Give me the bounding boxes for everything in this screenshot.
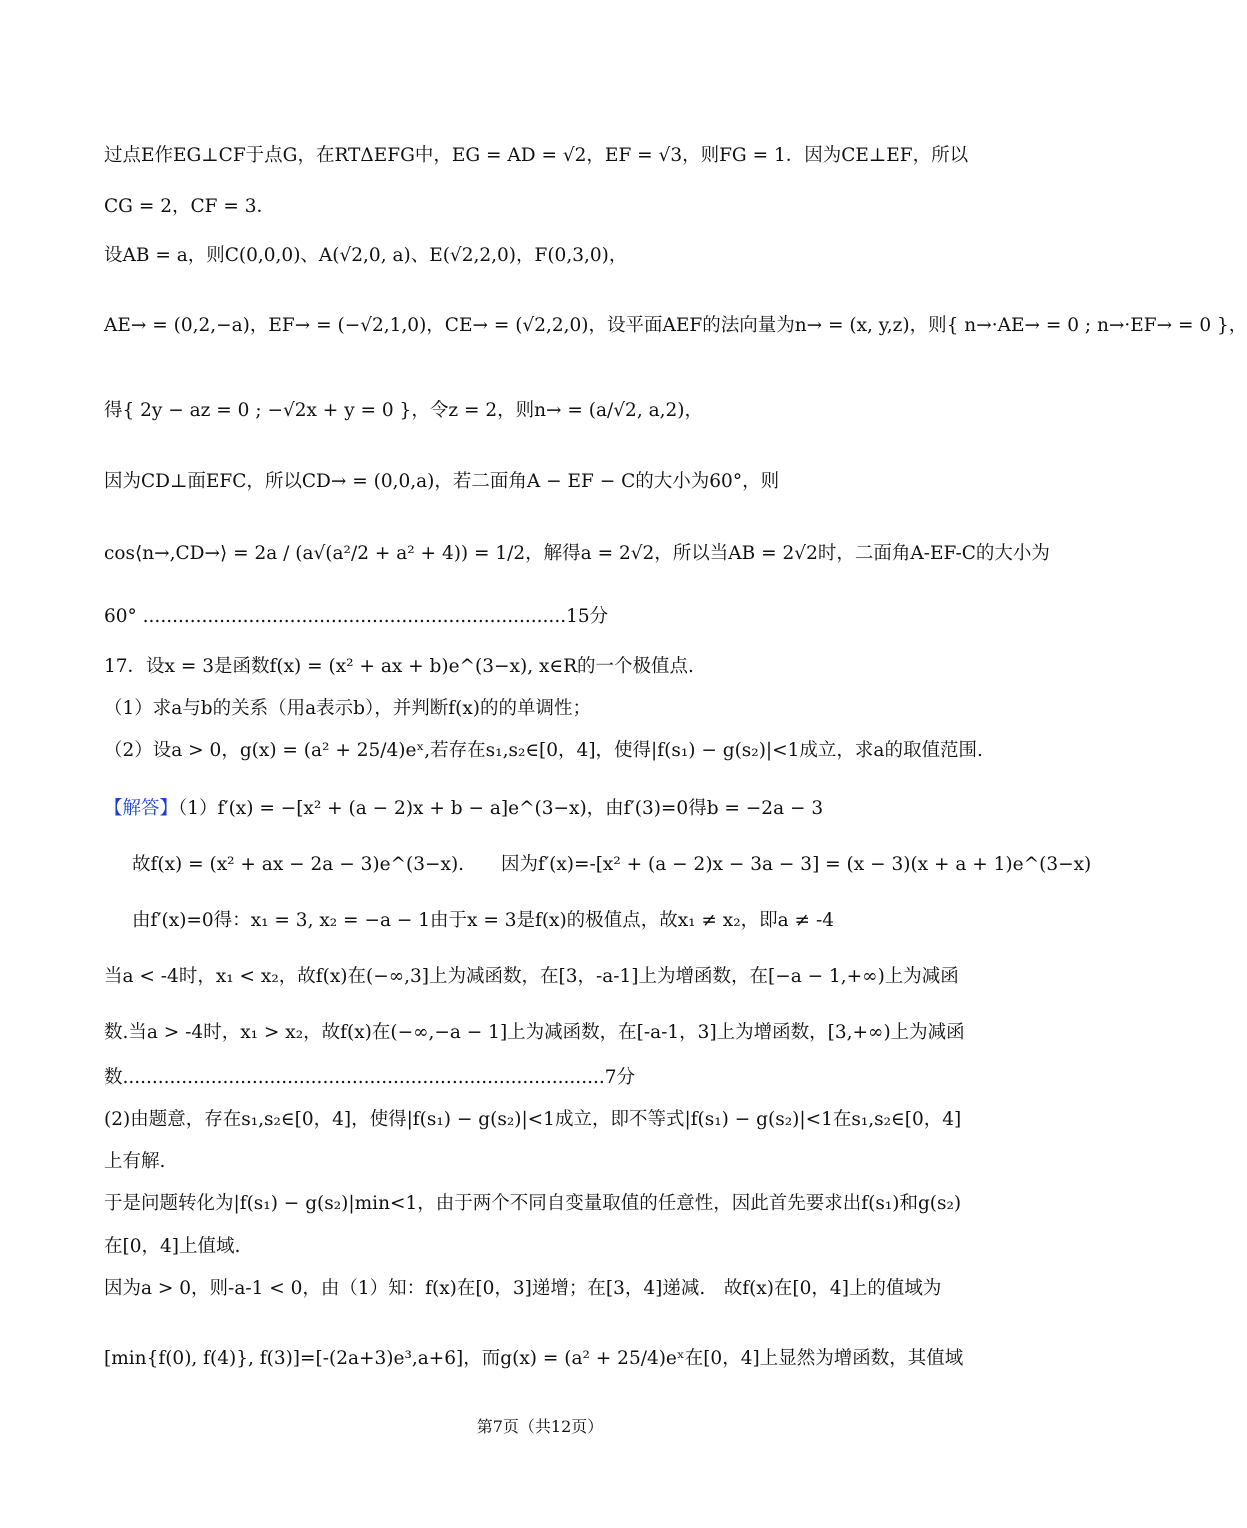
text-line: 在[0，4]上值域. bbox=[104, 1236, 241, 1257]
text-line: 17．设x = 3是函数f(x) = (x² + ax + b)e^(3−x), x∈R的一个极值点. bbox=[104, 656, 694, 677]
text-line: [min{f(0), f(4)}, f(3)]=[-(2a+3)e³,a+6]，而g(x) = (a² + 25/4)eˣ在[0，4]上显然为增函数，其值域 bbox=[104, 1348, 964, 1369]
text-line: 当a < -4时，x₁ < x₂，故f(x)在(−∞,3]上为减函数，在[3，-a-1]上为增函数，在[−a − 1,+∞)上为减函 bbox=[104, 966, 959, 987]
text-line: CG = 2，CF = 3． bbox=[104, 196, 275, 217]
text-line: 故f(x) = (x² + ax − 2a − 3)e^(3−x). 因为f′(x)=-[x² + (a − 2)x − 3a − 3] = (x − 3)(x + a + 1)e^(3−x) bbox=[132, 854, 1092, 875]
answer-tag: 【解答】 bbox=[104, 798, 179, 819]
text-line: （2）设a > 0，g(x) = (a² + 25/4)eˣ,若存在s₁,s₂∈[0，4]，使得|f(s₁) − g(s₂)|<1成立，求a的取值范围. bbox=[104, 740, 983, 761]
page-footer: 第7页（共12页） bbox=[476, 1417, 604, 1436]
text-line: 得{ 2y − az = 0 ; −√2x + y = 0 }，令z = 2，则n→ = (a/√2, a,2)， bbox=[104, 400, 703, 421]
text-line: cos⟨n→,CD→⟩ = 2a / (a√(a²/2 + a² + 4)) = 1/2，解得a = 2√2，所以当AB = 2√2时，二面角A-EF-C的大小为 bbox=[104, 543, 1050, 564]
text-line: 数..................................................................................7分 bbox=[104, 1067, 635, 1088]
text-line: 过点E作EG⊥CF于点G，在RTΔEFG中，EG = AD = √2，EF = √3，则FG = 1．因为CE⊥EF，所以 bbox=[104, 145, 969, 166]
text-line: 因为a > 0，则-a-1 < 0，由（1）知：f(x)在[0，3]递增；在[3，4]递减. 故f(x)在[0，4]上的值域为 bbox=[104, 1278, 942, 1299]
text-line: (2)由题意，存在s₁,s₂∈[0，4]，使得|f(s₁) − g(s₂)|<1成立，即不等式|f(s₁) − g(s₂)|<1在s₁,s₂∈[0，4] bbox=[104, 1109, 962, 1130]
text-line: 由f′(x)=0得：x₁ = 3, x₂ = −a − 1由于x = 3是f(x)的极值点，故x₁ ≠ x₂，即a ≠ -4 bbox=[132, 910, 834, 931]
text-line: 【解答】（1）f′(x) = −[x² + (a − 2)x + b − a]e^(3−x)，由f′(3)=0得b = −2a − 3 bbox=[104, 798, 824, 819]
text-line: 设AB = a，则C(0,0,0)、A(√2,0, a)、E(√2,2,0)，F(0,3,0)， bbox=[104, 245, 628, 266]
text-line: AE→ = (0,2,−a)，EF→ = (−√2,1,0)，CE→ = (√2,2,0)，设平面AEF的法向量为n→ = (x, y,z)，则{ n→·AE→ = 0 ; n→·EF→ = 0 }， bbox=[104, 315, 1247, 336]
text-line: 于是问题转化为|f(s₁) − g(s₂)|min<1，由于两个不同自变量取值的任意性，因此首先要求出f(s₁)和g(s₂) bbox=[104, 1193, 962, 1214]
text-line: 60° ........................................................................15分 bbox=[104, 606, 609, 627]
text-line: 因为CD⊥面EFC，所以CD→ = (0,0,a)，若二面角A − EF − C的大小为60°，则 bbox=[104, 471, 780, 492]
text-line: 数.当a > -4时，x₁ > x₂，故f(x)在(−∞,−a − 1]上为减函数，在[-a-1，3]上为增函数，[3,+∞)上为减函 bbox=[104, 1022, 965, 1043]
text-line: 上有解. bbox=[104, 1151, 166, 1172]
text-line: （1）求a与b的关系（用a表示b），并判断f(x)的的单调性； bbox=[104, 698, 591, 719]
